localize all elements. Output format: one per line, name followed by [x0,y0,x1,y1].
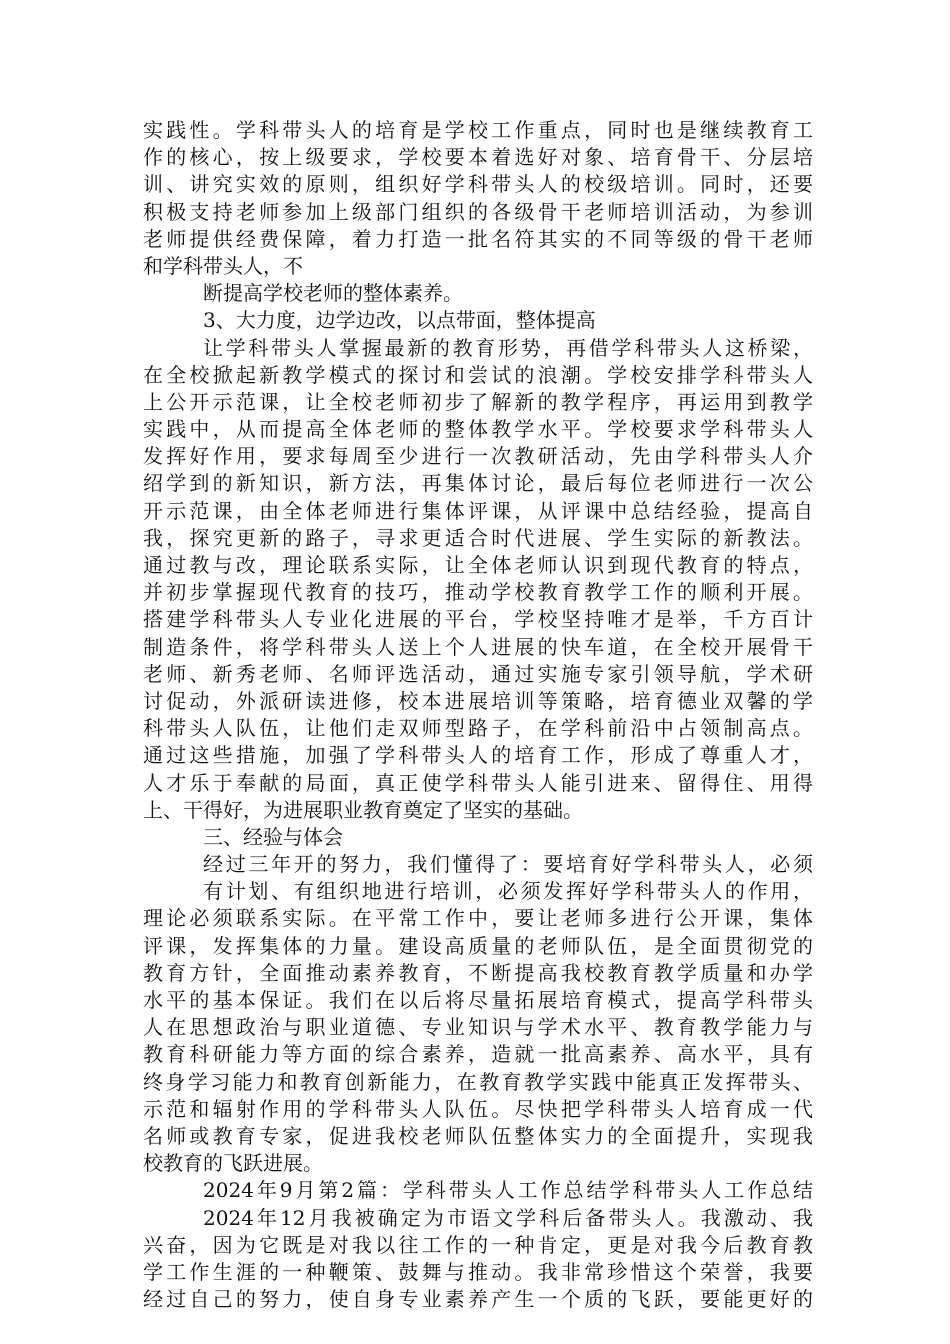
text-line: 训、讲究实效的原则，组织好学科带头人的校级培训。同时，还要 [143,172,813,197]
text-line: 教育科研能力等方面的综合素养，造就一批高素养、高水平，具有 [143,1042,813,1067]
text-line: 实践性。学科带头人的培育是学校工作重点，同时也是继续教育工 [143,118,813,142]
text-line: 示范和辐射作用的学科带头人队伍。尽快把学科带头人培育成一代 [143,1096,813,1121]
text-line: 我，探究更新的路子，寻求更适合时代进展、学生实际的新教法。 [143,525,813,550]
document-page [143,117,813,1313]
text-line: 教育方针，全面推动素养教育，不断提高我校教育教学质量和办学 [143,960,813,985]
text-line: 经过自己的努力，使自身专业素养产生一个质的飞跃，要能更好的 [143,1287,813,1312]
text-line: 绍学到的新知识，新方法，再集体讨论，最后每位老师进行一次公 [143,471,813,496]
text-line: 讨促动，外派研读进修，校本进展培训等策略，培育德业双馨的学 [143,688,813,713]
text-line: 三、经验与体会 [203,824,343,849]
text-line: 2024年12月我被确定为市语文学科后备带头人。我激动、我 [203,1205,813,1230]
text-line: 人才乐于奉献的局面，真正使学科带头人能引进来、留得住、用得 [143,770,813,795]
text-line: 校教育的飞跃进展。 [143,1151,323,1176]
text-line: 实践中，从而提高全体老师的整体教学水平。学校要求学科带头人 [143,417,813,442]
text-line: 有计划、有组织地进行培训，必须发挥好学科带头人的作用， [203,879,813,904]
text-line: 3、大力度，边学边改，以点带面，整体提高 [203,308,596,333]
text-line: 老师、新秀老师、名师评选活动，通过实施专家引领导航，学术研 [143,661,813,686]
text-line: 制造条件，将学科带头人送上个人进展的快车道，在全校开展骨干 [143,634,813,659]
text-line: 积极支持老师参加上级部门组织的各级骨干老师培训活动，为参训 [143,199,813,224]
text-line: 科带头人队伍，让他们走双师型路子，在学科前沿中占领制高点。 [143,716,813,741]
text-line: 理论必须联系实际。在平常工作中，要让老师多进行公开课，集体 [143,906,813,931]
text-line: 开示范课，由全体老师进行集体评课，从评课中总结经验，提高自 [143,498,813,523]
text-line: 2024年9月第2篇：学科带头人工作总结学科带头人工作总结 [203,1178,813,1203]
text-line: 并初步掌握现代教育的技巧，推动学校教育教学工作的顺利开展。 [143,580,813,605]
text-line: 经过三年开的努力，我们懂得了：要培育好学科带头人，必须 [203,852,813,877]
text-line: 兴奋，因为它既是对我以往工作的一种肯定，更是对我今后教育教 [143,1232,813,1257]
text-line: 水平的基本保证。我们在以后将尽量拓展培育模式，提高学科带头 [143,988,813,1012]
text-line: 老师提供经费保障，着力打造一批名符其实的不同等级的骨干老师 [143,226,813,251]
text-line: 搭建学科带头人专业化进展的平台，学校坚持唯才是举，千方百计 [143,607,813,632]
text-line: 上、干得好，为进展职业教育奠定了坚实的基础。 [143,797,583,822]
text-line: 上公开示范课，让全校老师初步了解新的教学程序，再运用到教学 [143,389,813,414]
text-line: 发挥好作用，要求每周至少进行一次教研活动，先由学科带头人介 [143,444,813,469]
text-line: 评课，发挥集体的力量。建设高质量的老师队伍，是全面贯彻党的 [143,933,813,958]
text-line: 在全校掀起新教学模式的探讨和尝试的浪潮。学校安排学科带头人 [143,362,813,387]
text-line: 终身学习能力和教育创新能力，在教育教学实践中能真正发挥带头、 [143,1069,813,1094]
text-line: 人在思想政治与职业道德、专业知识与学术水平、教育教学能力与 [143,1015,813,1040]
text-line: 学工作生涯的一种鞭策、鼓舞与推动。我非常珍惜这个荣誉，我要 [143,1259,813,1284]
text-line: 名师或教育专家，促进我校老师队伍整体实力的全面提升，实现我 [143,1123,813,1148]
text-line: 通过这些措施，加强了学科带头人的培育工作，形成了尊重人才， [143,743,813,768]
text-line: 断提高学校老师的整体素养。 [203,281,463,306]
text-line: 和学科带头人，不 [143,253,303,278]
text-line: 通过教与改，理论联系实际，让全体老师认识到现代教育的特点， [143,553,813,577]
text-line: 作的核心，按上级要求，学校要本着选好对象、培育骨干、分层培 [143,145,813,170]
text-line: 让学科带头人掌握最新的教育形势，再借学科带头人这桥梁， [203,335,813,360]
